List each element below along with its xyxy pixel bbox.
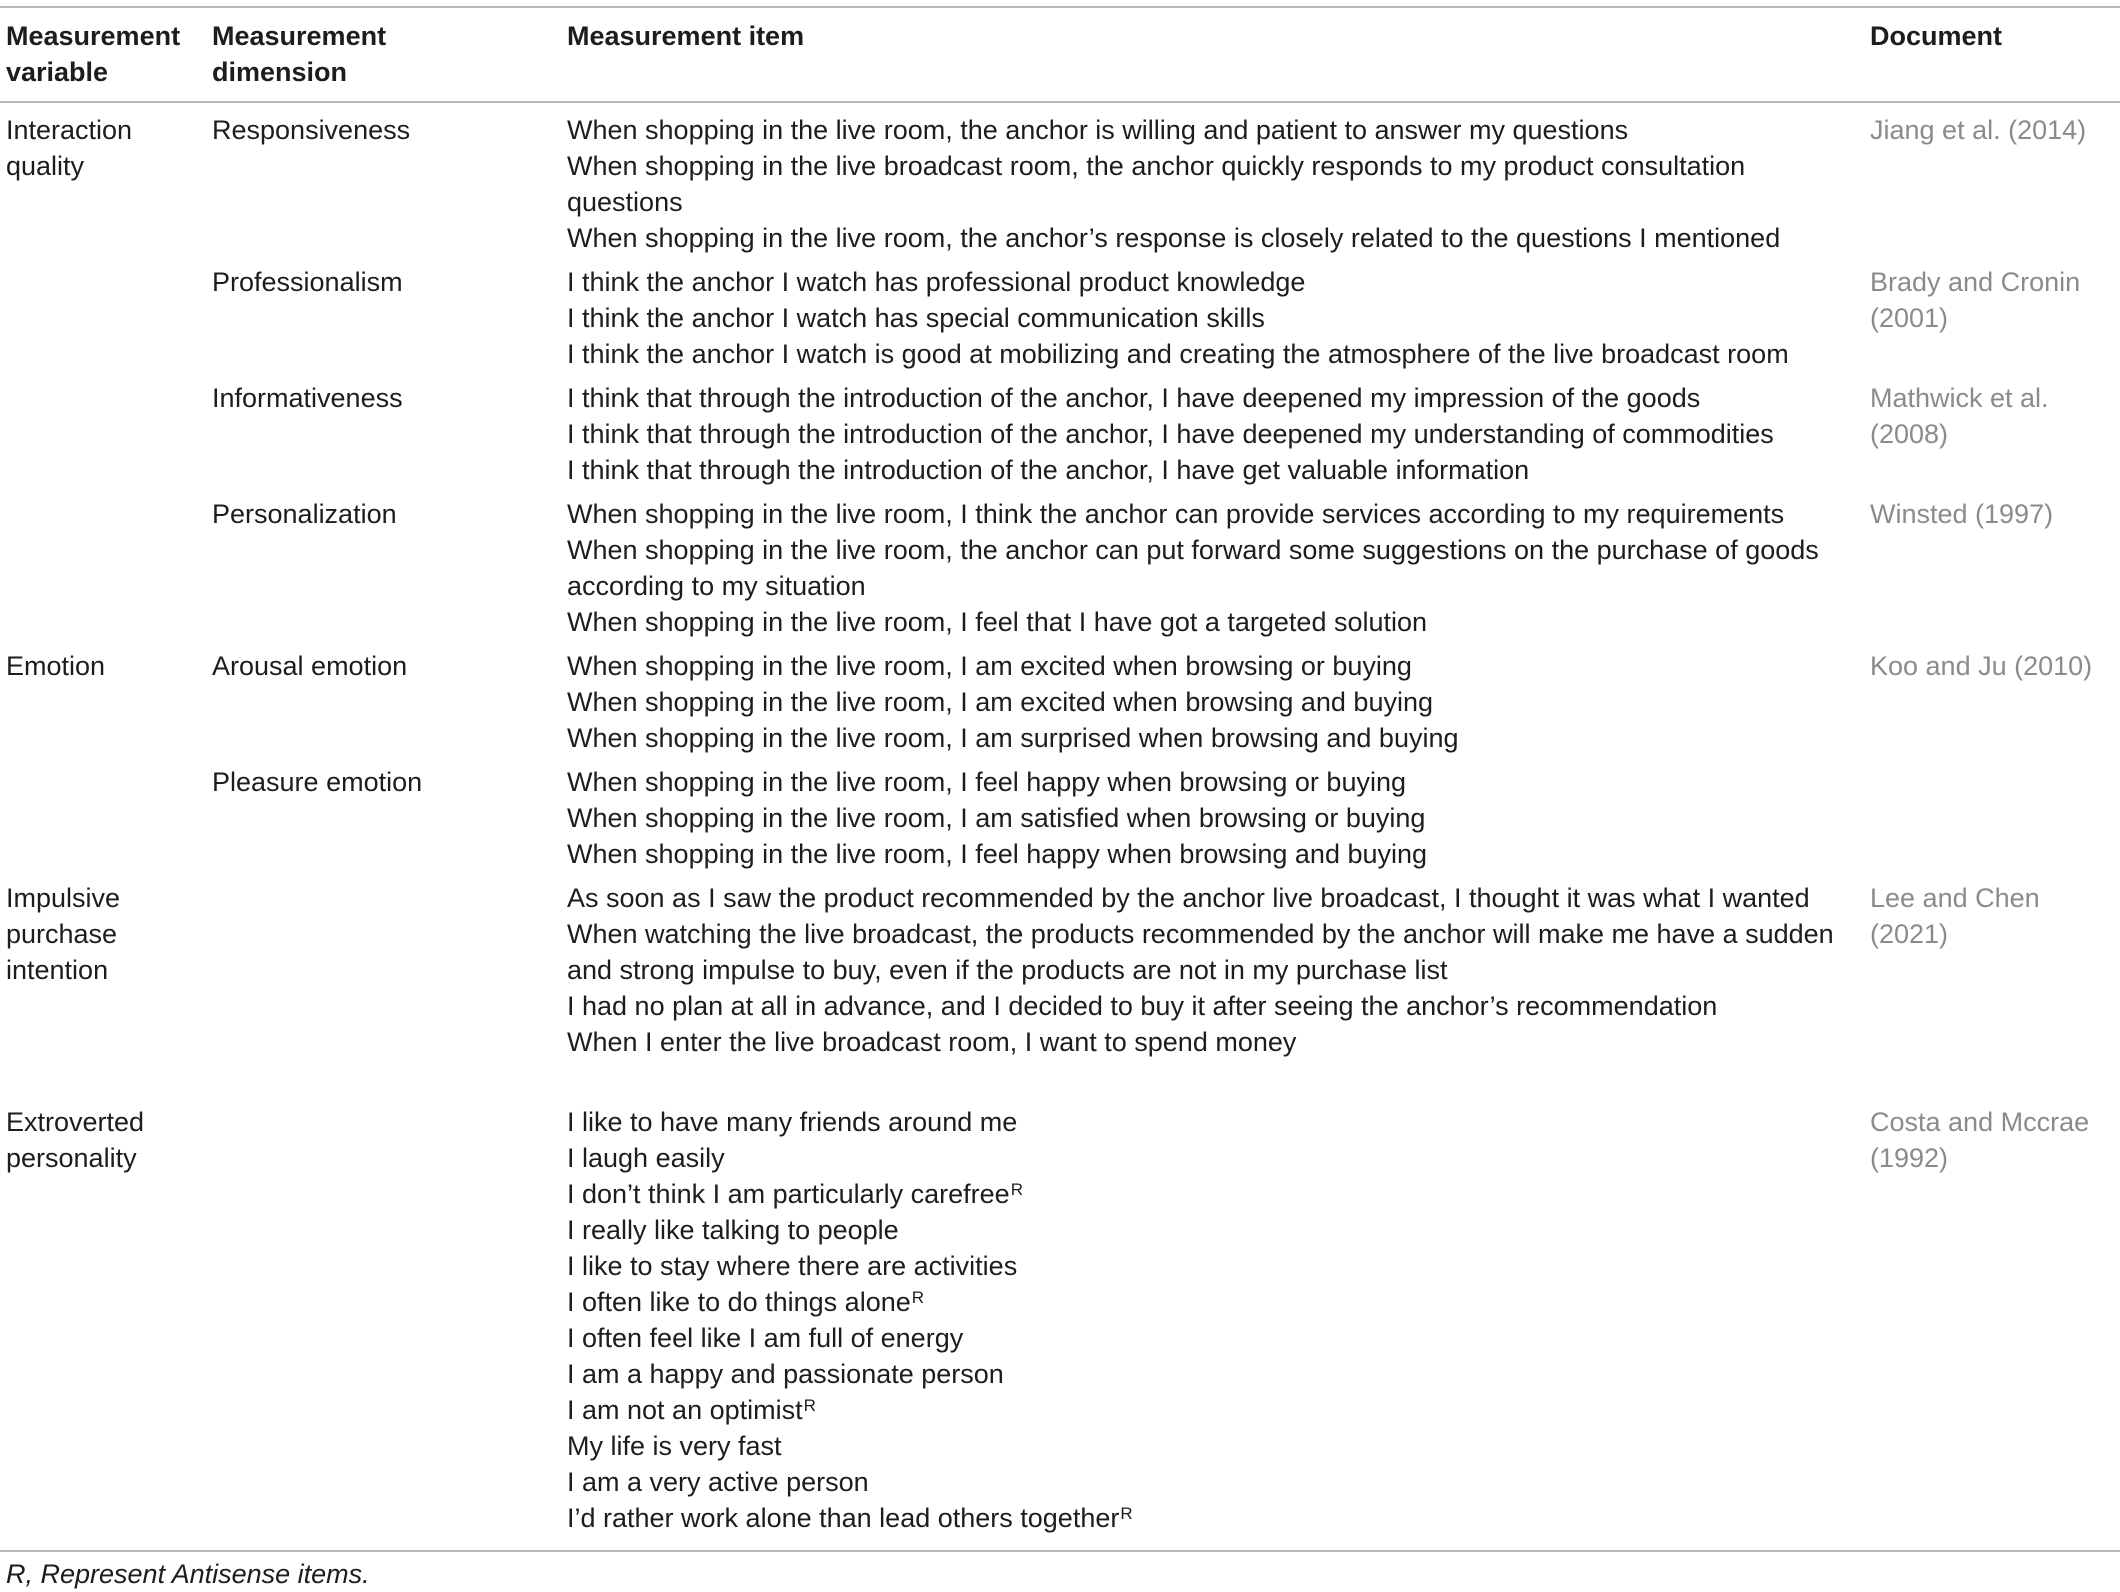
measurement-item: I think that through the introduction of the anchor, I have deepened my impression of the goods <box>567 383 1701 413</box>
header-variable: Measurement variable <box>6 21 181 87</box>
measurement-item: I think the anchor I watch has professional product knowledge <box>567 267 1306 297</box>
measurement-item: When shopping in the live room, I feel happy when browsing or buying <box>567 767 1406 797</box>
header-document: Document <box>1870 21 2003 51</box>
row-items <box>567 764 1857 872</box>
measurement-item: I think that through the introduction of the anchor, I have get valuable information <box>567 455 1530 485</box>
row-variable: Extroverted personality <box>6 1107 145 1173</box>
measurement-item: As soon as I saw the product recommended by the anchor live broadcast, I thought it was what I wanted <box>567 883 1810 913</box>
row-items <box>567 648 1857 756</box>
measurement-item-reversed: I don’t think I am particularly carefree$^R$ <box>567 1179 1023 1209</box>
row-items <box>567 112 1857 256</box>
row-document: Jiang et al. (2014) <box>1870 115 2087 145</box>
measurement-item: When shopping in the live broadcast room, the anchor quickly responds to my product consultation questions <box>567 151 1746 217</box>
row-document: Mathwick et al. (2008) <box>1870 383 2049 449</box>
measurement-item-reversed: I’d rather work alone than lead others together$^R$ <box>567 1503 1133 1533</box>
measurement-item: I am a very active person <box>567 1467 869 1497</box>
table-footnote: R, Represent Antisense items. <box>6 1559 370 1589</box>
measurement-item: When shopping in the live room, I think the anchor can provide services according to my requirements <box>567 499 1785 529</box>
measurement-item: When shopping in the live room, I am excited when browsing and buying <box>567 687 1433 717</box>
measurement-item: When shopping in the live room, the anchor can put forward some suggestions on the purchase of goods according to my situation <box>567 535 1819 601</box>
header-rule <box>0 101 2120 103</box>
row-items <box>567 380 1857 488</box>
reverse-marker: R <box>803 1396 816 1415</box>
measurement-item: When I enter the live broadcast room, I want to spend money <box>567 1027 1297 1057</box>
top-rule <box>0 6 2120 8</box>
measurement-item: When shopping in the live room, I am excited when browsing or buying <box>567 651 1412 681</box>
row-variable: Emotion <box>6 651 106 681</box>
header-item: Measurement item <box>567 21 805 51</box>
measurement-item: When shopping in the live room, I am surprised when browsing and buying <box>567 723 1459 753</box>
measurement-item: I like to stay where there are activities <box>567 1251 1018 1281</box>
measurement-item: I laugh easily <box>567 1143 725 1173</box>
row-items <box>567 880 1857 1060</box>
row-dimension: Responsiveness <box>212 115 411 145</box>
measurement-item: I like to have many friends around me <box>567 1107 1018 1137</box>
measurement-item: When shopping in the live room, the anchor is willing and patient to answer my questions <box>567 115 1629 145</box>
row-document: Koo and Ju (2010) <box>1870 651 2093 681</box>
measurement-item-reversed: I often like to do things alone$^R$ <box>567 1287 925 1317</box>
row-variable: Impulsive purchase intention <box>6 883 121 985</box>
reverse-marker: R <box>1010 1180 1023 1199</box>
measurement-item: I think the anchor I watch is good at mobilizing and creating the atmosphere of the live broadcast room <box>567 339 1789 369</box>
row-variable: Interaction quality <box>6 115 133 181</box>
row-items <box>567 496 1857 640</box>
measurement-item-reversed: I am not an optimist$^R$ <box>567 1395 816 1425</box>
bottom-rule <box>0 1550 2120 1552</box>
row-document: Winsted (1997) <box>1870 499 2054 529</box>
row-document: Brady and Cronin (2001) <box>1870 267 2081 333</box>
row-document: Lee and Chen (2021) <box>1870 883 2040 949</box>
measurement-item: I think the anchor I watch has special communication skills <box>567 303 1265 333</box>
reverse-marker: R <box>911 1288 925 1307</box>
row-dimension: Professionalism <box>212 267 403 297</box>
row-dimension: Arousal emotion <box>212 651 408 681</box>
measurement-item: I really like talking to people <box>567 1215 899 1245</box>
header-dimension: Measurement dimension <box>212 21 387 87</box>
measurement-item: When shopping in the live room, the anchor’s response is closely related to the questions I mentioned <box>567 223 1781 253</box>
measurement-item: I often feel like I am full of energy <box>567 1323 964 1353</box>
row-dimension: Personalization <box>212 499 397 529</box>
measurement-item: My life is very fast <box>567 1431 782 1461</box>
row-items <box>567 264 1857 372</box>
measurement-item: When shopping in the live room, I feel that I have got a targeted solution <box>567 607 1428 637</box>
measurement-item: When shopping in the live room, I feel happy when browsing and buying <box>567 839 1428 869</box>
measurement-item: I had no plan at all in advance, and I decided to buy it after seeing the anchor’s recommendation <box>567 991 1718 1021</box>
row-dimension: Pleasure emotion <box>212 767 423 797</box>
measurement-item: When watching the live broadcast, the products recommended by the anchor will make me have a sudden and strong impulse to buy, even if the products are not in my purchase list <box>567 919 1834 985</box>
row-document: Costa and Mccrae (1992) <box>1870 1107 2090 1173</box>
row-dimension: Informativeness <box>212 383 403 413</box>
measurement-item: When shopping in the live room, I am satisfied when browsing or buying <box>567 803 1426 833</box>
reverse-marker: R <box>1120 1504 1133 1523</box>
measurement-item: I think that through the introduction of the anchor, I have deepened my understanding of commodities <box>567 419 1774 449</box>
measurement-item: I am a happy and passionate person <box>567 1359 1004 1389</box>
row-items <box>567 1104 1857 1536</box>
